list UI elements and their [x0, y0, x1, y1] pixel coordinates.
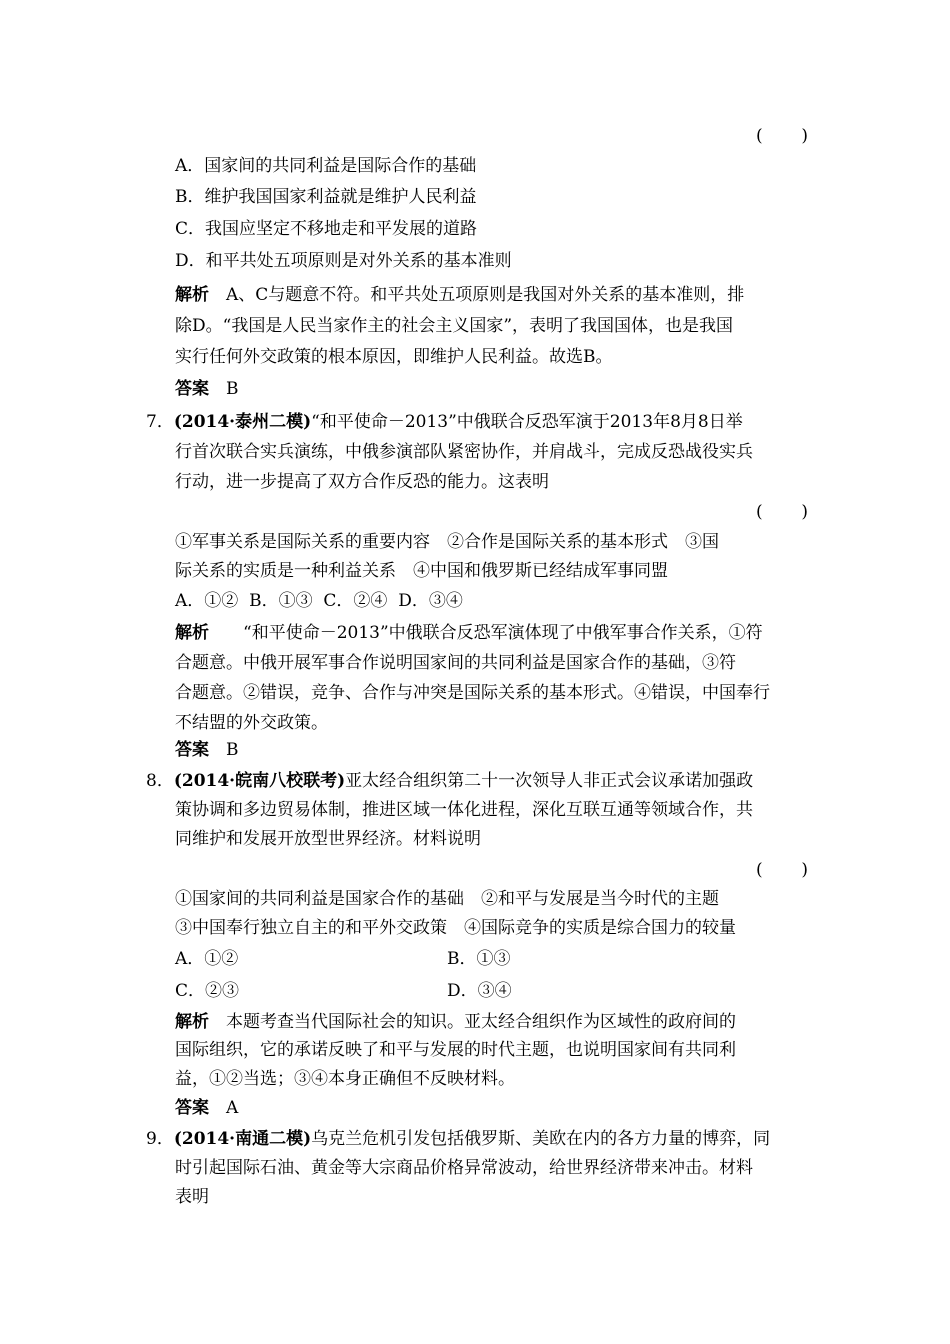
option-d: D．和平共处五项原则是对外关系的基本准则 — [175, 251, 512, 271]
items-line: ③中国奉行独立自主的和平外交政策 ④国际竞争的实质是综合国力的较量 — [175, 918, 736, 938]
option-b: B．维护我国国家利益就是维护人民利益 — [175, 187, 477, 207]
option-d: D．③④ — [447, 981, 512, 1001]
analysis-line: 除D。“我国是人民当家作主的社会主义国家”，表明了我国国体，也是我国 — [175, 316, 734, 336]
answer-label: 答案 — [175, 740, 209, 760]
answer-paren — [756, 123, 808, 149]
answer-value: A — [226, 1098, 239, 1118]
question-number: 8． — [146, 771, 174, 791]
answer-value: B — [226, 740, 239, 760]
question-stem — [146, 409, 743, 435]
question-number: 7． — [146, 412, 174, 432]
question-source: (2014·皖南八校联考) — [173, 771, 346, 791]
analysis-label: 解析 — [175, 1012, 209, 1032]
paren-open: ( — [756, 860, 763, 880]
paren-close: ) — [801, 126, 808, 146]
answer-value: B — [226, 379, 239, 399]
stem-line: 策协调和多边贸易体制，推进区域一体化进程，深化互联互通等领域合作，共 — [175, 800, 753, 820]
analysis-line: 合题意。中俄开展军事合作说明国家间的共同利益是国家合作的基础，③符 — [175, 653, 736, 673]
answer-line — [175, 1095, 238, 1121]
answer-line — [175, 376, 239, 402]
stem-line: 行首次联合实兵演练，中俄参演部队紧密协作，并肩战斗，完成反恐战役实兵 — [175, 442, 753, 462]
analysis-line — [175, 282, 744, 308]
items-line: ①军事关系是国际关系的重要内容 ②合作是国际关系的基本形式 ③国 — [175, 532, 719, 552]
analysis-line: 不结盟的外交政策。 — [175, 713, 328, 733]
analysis-line: 实行任何外交政策的根本原因，即维护人民利益。故选B。 — [175, 347, 613, 367]
stem-text: 乌克兰危机引发包括俄罗斯、美欧在内的各方力量的博弈，同 — [311, 1129, 771, 1149]
stem-line: 行动，进一步提高了双方合作反恐的能力。这表明 — [175, 472, 549, 492]
items-line: ①国家间的共同利益是国家合作的基础 ②和平与发展是当今时代的主题 — [175, 889, 719, 909]
question-stem — [146, 768, 753, 794]
answer-line — [175, 737, 239, 763]
answer-label: 答案 — [175, 379, 209, 399]
paren-close: ) — [801, 502, 808, 522]
analysis-line: 合题意。②错误，竞争、合作与冲突是国际关系的基本形式。④错误，中国奉行 — [175, 683, 770, 703]
question-source: (2014·泰州二模) — [173, 412, 312, 432]
paren-open: ( — [756, 502, 763, 522]
paren-close: ) — [801, 860, 808, 880]
question-number: 9． — [146, 1129, 174, 1149]
option-c: C．我国应坚定不移地走和平发展的道路 — [175, 219, 478, 239]
analysis-text: 本题考查当代国际社会的知识。亚太经合组织作为区域性的政府间的 — [226, 1012, 736, 1032]
analysis-text: A、C与题意不符。和平共处五项原则是我国对外关系的基本准则，排 — [226, 285, 745, 305]
options-line: A．①② B．①③ C．②④ D．③④ — [175, 591, 463, 611]
stem-text: “和平使命－2013”中俄联合反恐军演于2013年8月8日举 — [311, 412, 743, 432]
option-b: B．①③ — [447, 949, 511, 969]
analysis-line: 益，①②当选；③④本身正确但不反映材料。 — [175, 1069, 515, 1089]
option-c: C．②③ — [175, 981, 240, 1001]
stem-text: 亚太经合组织第二十一次领导人非正式会议承诺加强政 — [345, 771, 754, 791]
analysis-label: 解析 — [175, 623, 209, 643]
analysis-label: 解析 — [175, 285, 209, 305]
answer-paren — [756, 857, 808, 883]
answer-label: 答案 — [175, 1098, 209, 1118]
items-line: 际关系的实质是一种利益关系 ④中国和俄罗斯已经结成军事同盟 — [175, 561, 668, 581]
analysis-line — [175, 1009, 736, 1035]
stem-line: 表明 — [175, 1187, 209, 1207]
analysis-line: 国际组织，它的承诺反映了和平与发展的时代主题，也说明国家间有共同利 — [175, 1040, 736, 1060]
option-a: A．①② — [175, 949, 239, 969]
analysis-text: “和平使命－2013”中俄联合反恐军演体现了中俄军事合作关系，①符 — [243, 623, 763, 643]
paren-open: ( — [756, 126, 763, 146]
analysis-line — [175, 620, 763, 646]
option-a: A．国家间的共同利益是国际合作的基础 — [175, 156, 477, 176]
stem-line: 时引起国际石油、黄金等大宗商品价格异常波动，给世界经济带来冲击。材料 — [175, 1158, 753, 1178]
question-source: (2014·南通二模) — [173, 1129, 312, 1149]
question-stem — [146, 1126, 770, 1152]
stem-line: 同维护和发展开放型世界经济。材料说明 — [175, 829, 481, 849]
answer-paren — [756, 499, 808, 525]
